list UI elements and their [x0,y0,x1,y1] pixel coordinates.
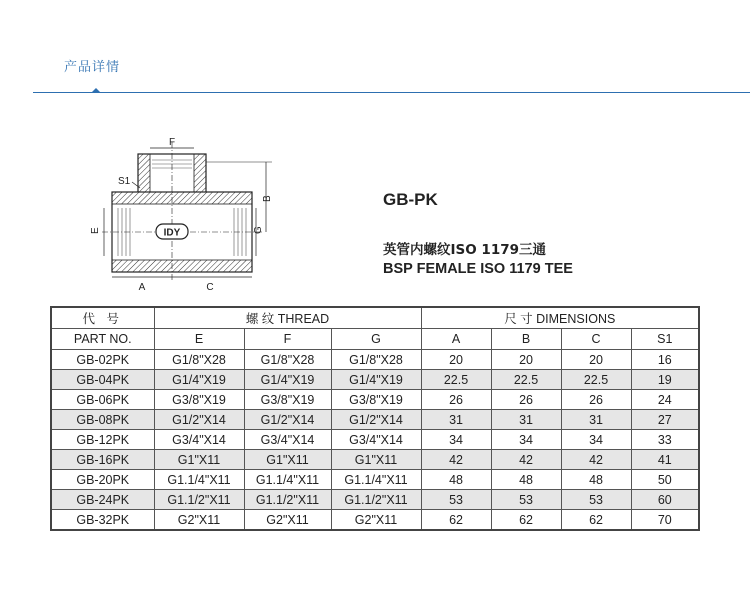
cell-e: G1.1/2"X11 [154,490,244,510]
cell-c: 53 [561,490,631,510]
cell-s1: 19 [631,370,699,390]
cell-g: G1/2"X14 [331,410,421,430]
cell-g: G1.1/2"X11 [331,490,421,510]
cell-f: G2"X11 [244,510,331,531]
cell-f: G1.1/2"X11 [244,490,331,510]
cell-e: G1/8"X28 [154,350,244,370]
cell-e: G1"X11 [154,450,244,470]
table-row [51,510,699,531]
dim-label-e: E [90,227,101,234]
cell-a: 31 [421,410,491,430]
column-header: C [561,329,631,350]
spec-table [50,306,700,531]
cell-e: G2"X11 [154,510,244,531]
dim-label-b: B [262,195,273,202]
column-header: A [421,329,491,350]
cell-a: 20 [421,350,491,370]
tab-underline [33,92,750,93]
cell-f: G1/2"X14 [244,410,331,430]
table-row [51,450,699,470]
cell-s1: 16 [631,350,699,370]
cell-g: G2"X11 [331,510,421,531]
column-header: S1 [631,329,699,350]
cell-g: G1/8"X28 [331,350,421,370]
cell-c: 34 [561,430,631,450]
cell-part-no: GB-24PK [51,490,154,510]
cell-s1: 70 [631,510,699,531]
column-header: F [244,329,331,350]
cell-e: G3/4"X14 [154,430,244,450]
table-row [51,370,699,390]
dim-label-c: C [206,282,214,292]
dim-label-f: F [168,137,176,148]
cell-part-no: GB-32PK [51,510,154,531]
cell-e: G1/4"X19 [154,370,244,390]
cell-g: G1.1/4"X11 [331,470,421,490]
cell-g: G1/4"X19 [331,370,421,390]
table-row [51,430,699,450]
product-model: GB-PK [383,190,438,209]
cell-e: G1.1/4"X11 [154,470,244,490]
dim-label-a: A [138,282,146,292]
cell-b: 31 [491,410,561,430]
cell-c: 26 [561,390,631,410]
tee-fitting-drawing [80,132,280,292]
cell-f: G1.1/4"X11 [244,470,331,490]
cell-a: 42 [421,450,491,470]
cell-part-no: GB-16PK [51,450,154,470]
table-row [51,490,699,510]
cell-a: 22.5 [421,370,491,390]
table-row [51,350,699,370]
cell-c: 20 [561,350,631,370]
cell-part-no: GB-20PK [51,470,154,490]
cell-s1: 27 [631,410,699,430]
table-row [51,410,699,430]
dim-label-s1: S1 [118,176,131,187]
product-name-cn: 英管内螺纹ISO 1179三通 [383,242,546,258]
cell-b: 34 [491,430,561,450]
cell-b: 62 [491,510,561,531]
cell-a: 26 [421,390,491,410]
header-part-no: PART NO. [51,329,154,350]
tab-product-details[interactable]: 产品详情 [64,60,121,75]
cell-a: 62 [421,510,491,531]
cell-s1: 50 [631,470,699,490]
header-thread: 螺 纹 THREAD [154,307,421,329]
table-row [51,470,699,490]
cell-f: G1/8"X28 [244,350,331,370]
dim-label-g: G [253,226,264,234]
cell-b: 26 [491,390,561,410]
cell-f: G3/8"X19 [244,390,331,410]
cell-g: G3/8"X19 [331,390,421,410]
header-code: 代 号 [51,307,154,329]
cell-b: 42 [491,450,561,470]
cell-part-no: GB-02PK [51,350,154,370]
cell-s1: 24 [631,390,699,410]
column-header: B [491,329,561,350]
cell-b: 48 [491,470,561,490]
column-header: E [154,329,244,350]
cell-a: 34 [421,430,491,450]
cell-f: G1/4"X19 [244,370,331,390]
cell-a: 53 [421,490,491,510]
cell-part-no: GB-06PK [51,390,154,410]
cell-part-no: GB-08PK [51,410,154,430]
cell-c: 62 [561,510,631,531]
cell-c: 42 [561,450,631,470]
cell-s1: 41 [631,450,699,470]
cell-e: G1/2"X14 [154,410,244,430]
cell-g: G3/4"X14 [331,430,421,450]
brand-logo-text: IDY [163,227,181,239]
cell-s1: 33 [631,430,699,450]
cell-c: 31 [561,410,631,430]
tab-indicator-caret [92,88,100,92]
cell-b: 22.5 [491,370,561,390]
header-dimensions: 尺 寸 DIMENSIONS [421,307,699,329]
cell-c: 48 [561,470,631,490]
cell-f: G3/4"X14 [244,430,331,450]
cell-s1: 60 [631,490,699,510]
product-name-en: BSP FEMALE ISO 1179 TEE [383,261,573,277]
cell-a: 48 [421,470,491,490]
cell-part-no: GB-04PK [51,370,154,390]
cell-b: 20 [491,350,561,370]
cell-f: G1"X11 [244,450,331,470]
cell-part-no: GB-12PK [51,430,154,450]
cell-b: 53 [491,490,561,510]
table-row [51,390,699,410]
cell-c: 22.5 [561,370,631,390]
cell-g: G1"X11 [331,450,421,470]
cell-e: G3/8"X19 [154,390,244,410]
column-header: G [331,329,421,350]
